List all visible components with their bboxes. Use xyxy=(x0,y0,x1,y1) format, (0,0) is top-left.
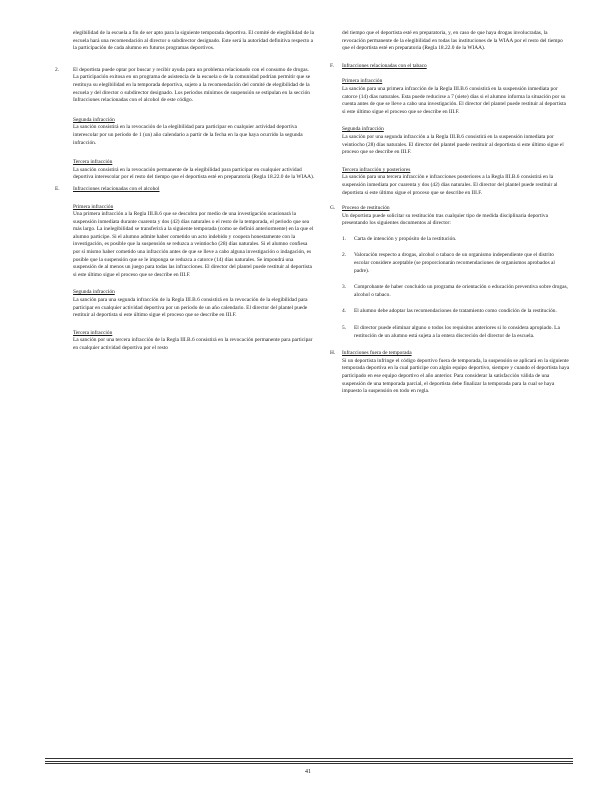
list-item-text: El director puede eliminar alguno o todos los requisitos anteriores si lo considera apropiado. La restitución de un alumno está sujeta a la entera discreción del director de la escuela. xyxy=(354,325,560,339)
heading-tobacco-third-infraction: Tercera infracción y posteriores xyxy=(342,166,411,173)
right-column xyxy=(330,30,570,396)
section-title: Infracciones relacionadas con el alcohol xyxy=(73,185,160,192)
left-column xyxy=(55,30,315,353)
heading-alcohol-second-infraction: Segunda infracción xyxy=(73,289,115,296)
list-item-text: Valoración respecto a drogas, alcohol o tabaco de un organismo independiente que el distrito escolar considere aceptable (se proporcionarán recomendaciones de organismos aprobados al padre). xyxy=(354,252,555,274)
paragraph-continuation: del tiempo que el deportista esté en preparatoria, y, en caso de que haya drogas involucradas, la revocación permanente de la elegibilidad en todas las instituciones de la WIAA por el resto del tiempo que el deportista esté en preparatoria (Regla 18.22.0 de la WIAA). xyxy=(342,30,563,52)
heading-second-infraction: Segunda infracción xyxy=(73,116,115,123)
restitution-item-2 xyxy=(330,252,570,275)
list-number: 1. xyxy=(342,235,347,242)
section-h-heading xyxy=(330,350,570,358)
paragraph-alcohol-second-infraction: La sanción para una segunda infracción de la Regla III.B.6 consistirá en la revocación de la elegibilidad para participar en cualquier actividad deportiva por un periodo de un año calendario. El director del plantel puede restituir al deportista si este último sigue el proceso que se describe en III.F. xyxy=(73,297,308,319)
section-f-heading xyxy=(330,63,570,71)
heading-tobacco-first-infraction: Primera infracción xyxy=(342,78,383,85)
list-item-text: El deportista puede optar por buscar y recibir ayuda para un problema relacionado con el consumo de drogas. La participación exitosa en un programa de asistencia de la escuela o de la comunidad podrían permitir que se restituya su elegibilidad en la temporada deportiva, sujeto a la recomendación del comité de elegibilidad de la escuela y del director o subdirector designado. Los periodos mínimos de suspensión se estipulan en la sección Infracciones relacionadas con el alcohol de este código. xyxy=(73,66,311,104)
list-number: 2. xyxy=(342,252,347,259)
restitution-item-3 xyxy=(330,284,570,299)
section-letter: E. xyxy=(55,185,60,192)
list-number: 5. xyxy=(342,325,347,332)
footer-rule-line xyxy=(45,761,573,762)
restitution-item-1 xyxy=(330,236,570,244)
heading-alcohol-first-infraction: Primera infracción xyxy=(73,203,114,210)
heading-alcohol-third-infraction: Tercera infracción xyxy=(73,329,113,336)
paragraph-tobacco-first-infraction: La sanción para una primera infracción de la Regla III.B.6 consistirá en la suspensión inmediata por catorce (14) días naturales. Esta puede reducirse a 7 (siete) días si el alumno informa la situación por su cuenta antes de que se lleve a cabo una investigación. El director del plantel puede restituir al deportista si este último sigue el proceso que se describe en III.F. xyxy=(342,85,566,115)
list-item-text: Comprobante de haber concluido un programa de orientación o educación preventiva sobre drogas, alcohol o tabaco. xyxy=(354,284,568,298)
list-number: 4. xyxy=(342,308,347,315)
list-number: 2. xyxy=(55,66,60,73)
paragraph-tobacco-second-infraction: La sanción por una segunda infracción a la Regla III.B.6 consistirá en la suspensión inmediata por veintiocho (28) días naturales. El director del plantel puede restituir al deportista si este último sigue el proceso que se describe en III.F. xyxy=(342,133,564,156)
list-item-text: Carta de intención y propósito de la restitución. xyxy=(354,235,457,242)
section-letter: G. xyxy=(330,205,336,212)
list-item-2 xyxy=(55,67,315,105)
footer-rule-line xyxy=(45,763,573,764)
paragraph-eligibility-intro: elegibilidad de la escuela a fin de ser apto para la siguiente temporada deportiva. El comité de elegibilidad de la escuela hará una recomendación al director o subdirector designado. Este será la autoridad definitiva respecto a la participación de cada alumno en futuros programas deportivos. xyxy=(73,30,314,52)
paragraph-alcohol-third-infraction: La sanción por una tercera infracción de la Regla III.B.6 consistirá en la revocación permanente para participar en cualquier actividad deportiva por el resto xyxy=(73,337,313,351)
heading-third-infraction: Tercera infracción xyxy=(73,159,113,166)
paragraph-alcohol-first-infraction: Una primera infracción a la Regla III.B.6 que se descubra por medio de una investigación ocasionará la suspensión inmediata durante cuarenta y dos (42) días naturales o el resto de la temporada, el periodo que sea más largo. La inelegibilidad se transferirá a la siguiente temporada (como se definió anteriormente) en la que el alumno participe. Si el alumno admite haber cometido un acto indebido y coopera honestamente con la investigación, es posible que la suspensión se reduzca a veintiocho (28) días naturales. Si el alumno confiesa por sí mismo haber cometido una infracción antes de que se lleve a cabo alguna investigación o indagación, es posible que la suspensión que se le imponga se reduzca a catorce (14) días naturales. Se impondrá una suspensión de al menos un juego para todas las infracciones. El director del plantel puede restituir al deportista si este último sigue el proceso que se describe en III.F. xyxy=(73,211,314,278)
paragraph-restitution-intro: Un deportista puede solicitar su restitución tras cualquier tipo de medida disciplinaria deportiva presentando los siguientes documentos al director: xyxy=(342,212,548,227)
section-title: Proceso de restitución xyxy=(342,205,390,212)
section-letter: F. xyxy=(330,62,334,69)
restitution-item-4 xyxy=(330,308,570,316)
section-letter: H. xyxy=(330,350,336,357)
list-item-text: El alumno debe adoptar las recomendaciones de tratamiento como condición de la restitución. xyxy=(354,308,557,315)
section-title: Infracciones fuera de temporada xyxy=(342,350,412,357)
paragraph-off-season: Si un deportista infringe el código deportivo fuera de temporada, la suspensión se aplicará en la siguiente temporada deportiva en la cual participe con algún equipo deportivo, siempre y cuando el deportista haya participado en ese equipo deportivo el año anterior. Para considerar la satisfacción válida de una suspensión de una temporada parcial, el deportista debe finalizar la temporada para la cual se haya impuesto la suspensión en todo en regla. xyxy=(342,357,570,395)
page-number: 41 xyxy=(305,769,311,775)
restitution-item-5 xyxy=(330,325,570,340)
paragraph-second-infraction: La sanción consistirá en la revocación de la elegibilidad para participar en cualquier actividad deportiva interescolar por un periodo de 1 (un) año calendario a partir de la fecha en la que haya ocurrido la segunda infracción. xyxy=(73,124,303,146)
heading-tobacco-second-infraction: Segunda infracción xyxy=(342,126,384,133)
list-number: 3. xyxy=(342,284,347,291)
footer-rule-line xyxy=(45,758,573,759)
section-e-heading xyxy=(55,186,315,194)
section-title: Infracciones relacionadas con el tabaco xyxy=(342,62,427,69)
paragraph-tobacco-third-infraction: La sanción para una tercera infracción e infracciones posteriores a la Regla III.B.6 consistirá en la suspensión inmediata por cuarenta y dos (42) días naturales. El director del plantel puede restituir al deportista si este último sigue el proceso que se describe en III.F. xyxy=(342,174,558,196)
footer-rule xyxy=(45,758,573,766)
paragraph-third-infraction: La sanción consistirá en la revocación permanente de la elegibilidad para participar en cualquier actividad deportiva interescolar por el resto del tiempo que el deportista esté en preparatoria (Regla 18.22.0 de la WIAA). xyxy=(73,166,315,181)
section-g-heading xyxy=(330,205,570,213)
